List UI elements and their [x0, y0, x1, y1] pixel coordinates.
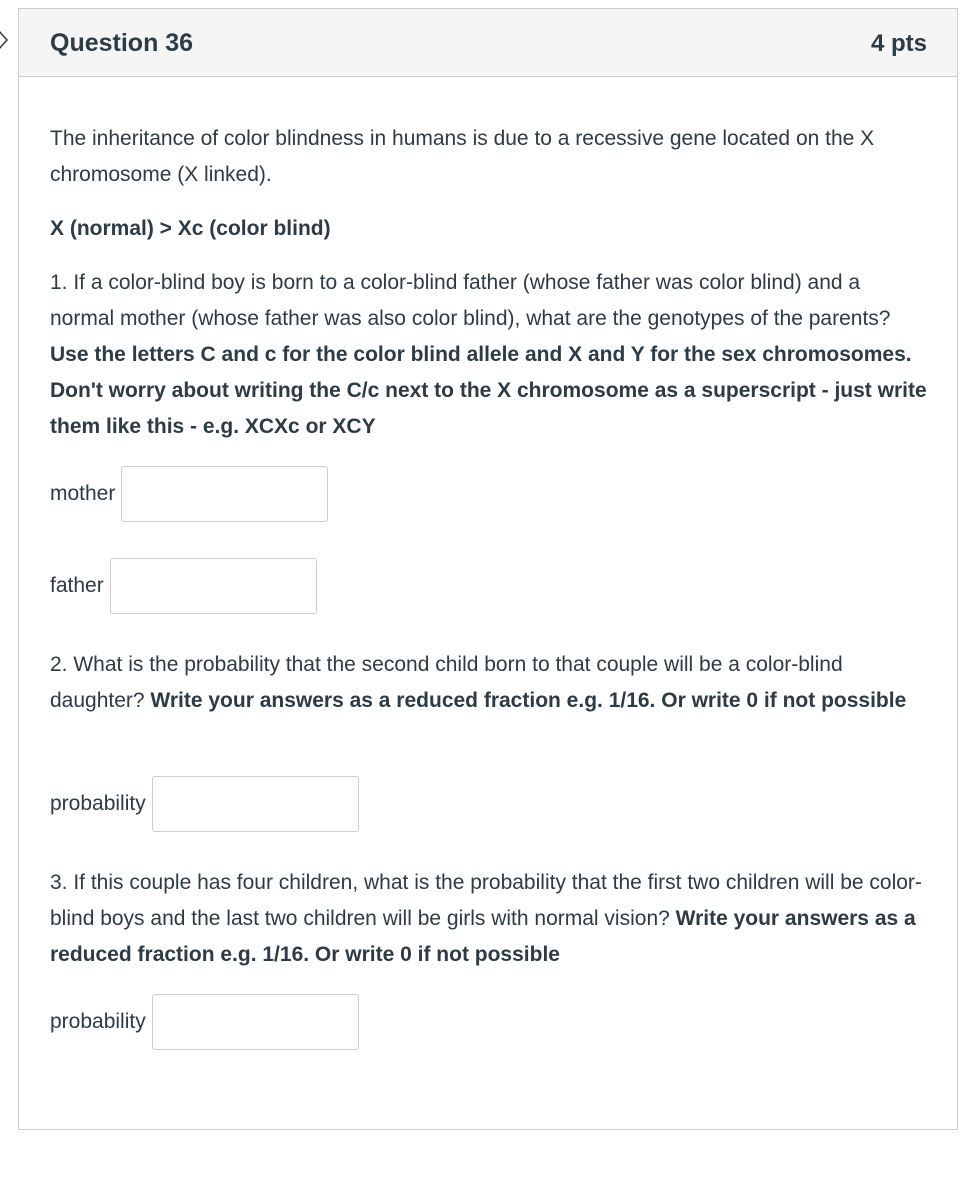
- question-1-plain: 1. If a color-blind boy is born to a color-blind father (whose father was color blind) and a normal mother (whose father was also color blind), what are the genotypes of the parents?: [50, 271, 891, 330]
- probability-2-answer-row: [50, 994, 359, 1050]
- probability-1-answer-row: [50, 776, 359, 832]
- question-3-text: [50, 865, 930, 973]
- mother-input[interactable]: [121, 466, 328, 522]
- expand-arrow-icon: [0, 28, 10, 52]
- probability-2-label: probability: [50, 1010, 146, 1033]
- question-card: [18, 8, 958, 1130]
- question-title: Question 36: [50, 29, 194, 57]
- intro-text: The inheritance of color blindness in humans is due to a recessive gene located on the X chromosome (X linked).: [50, 127, 875, 186]
- father-label: father: [50, 574, 104, 597]
- question-1-text: [50, 265, 930, 445]
- probability-1-input[interactable]: [152, 776, 359, 832]
- question-3-plain: 3. If this couple has four children, what is the probability that the first two children will be color-blind boys and the last two children will be girls with normal vision?: [50, 871, 922, 930]
- question-2-text: [50, 647, 930, 719]
- question-3-instructions: Write your answers as a reduced fraction e.g. 1/16. Or write 0 if not possible: [50, 907, 916, 966]
- mother-label: mother: [50, 482, 116, 505]
- question-2-plain: 2. What is the probability that the second child born to that couple will be a color-blind daughter?: [50, 653, 843, 712]
- probability-2-input[interactable]: [152, 994, 359, 1050]
- father-input[interactable]: [110, 558, 317, 614]
- mother-answer-row: [50, 466, 328, 522]
- question-2-instructions: Write your answers as a reduced fraction e.g. 1/16. Or write 0 if not possible: [150, 689, 907, 712]
- alleles-text: [50, 211, 930, 247]
- probability-1-label: probability: [50, 792, 146, 815]
- question-header: [19, 9, 957, 77]
- question-points: 4 pts: [870, 30, 927, 57]
- alleles-bold: X (normal) > Xc (color blind): [50, 217, 331, 240]
- question-1-instructions: Use the letters C and c for the color blind allele and X and Y for the sex chromosomes. Don't worry about writing the C/c next to the X chromosome as a superscript - just write them like this - e.g. XCXc or XCY: [50, 343, 927, 438]
- father-answer-row: [50, 558, 317, 614]
